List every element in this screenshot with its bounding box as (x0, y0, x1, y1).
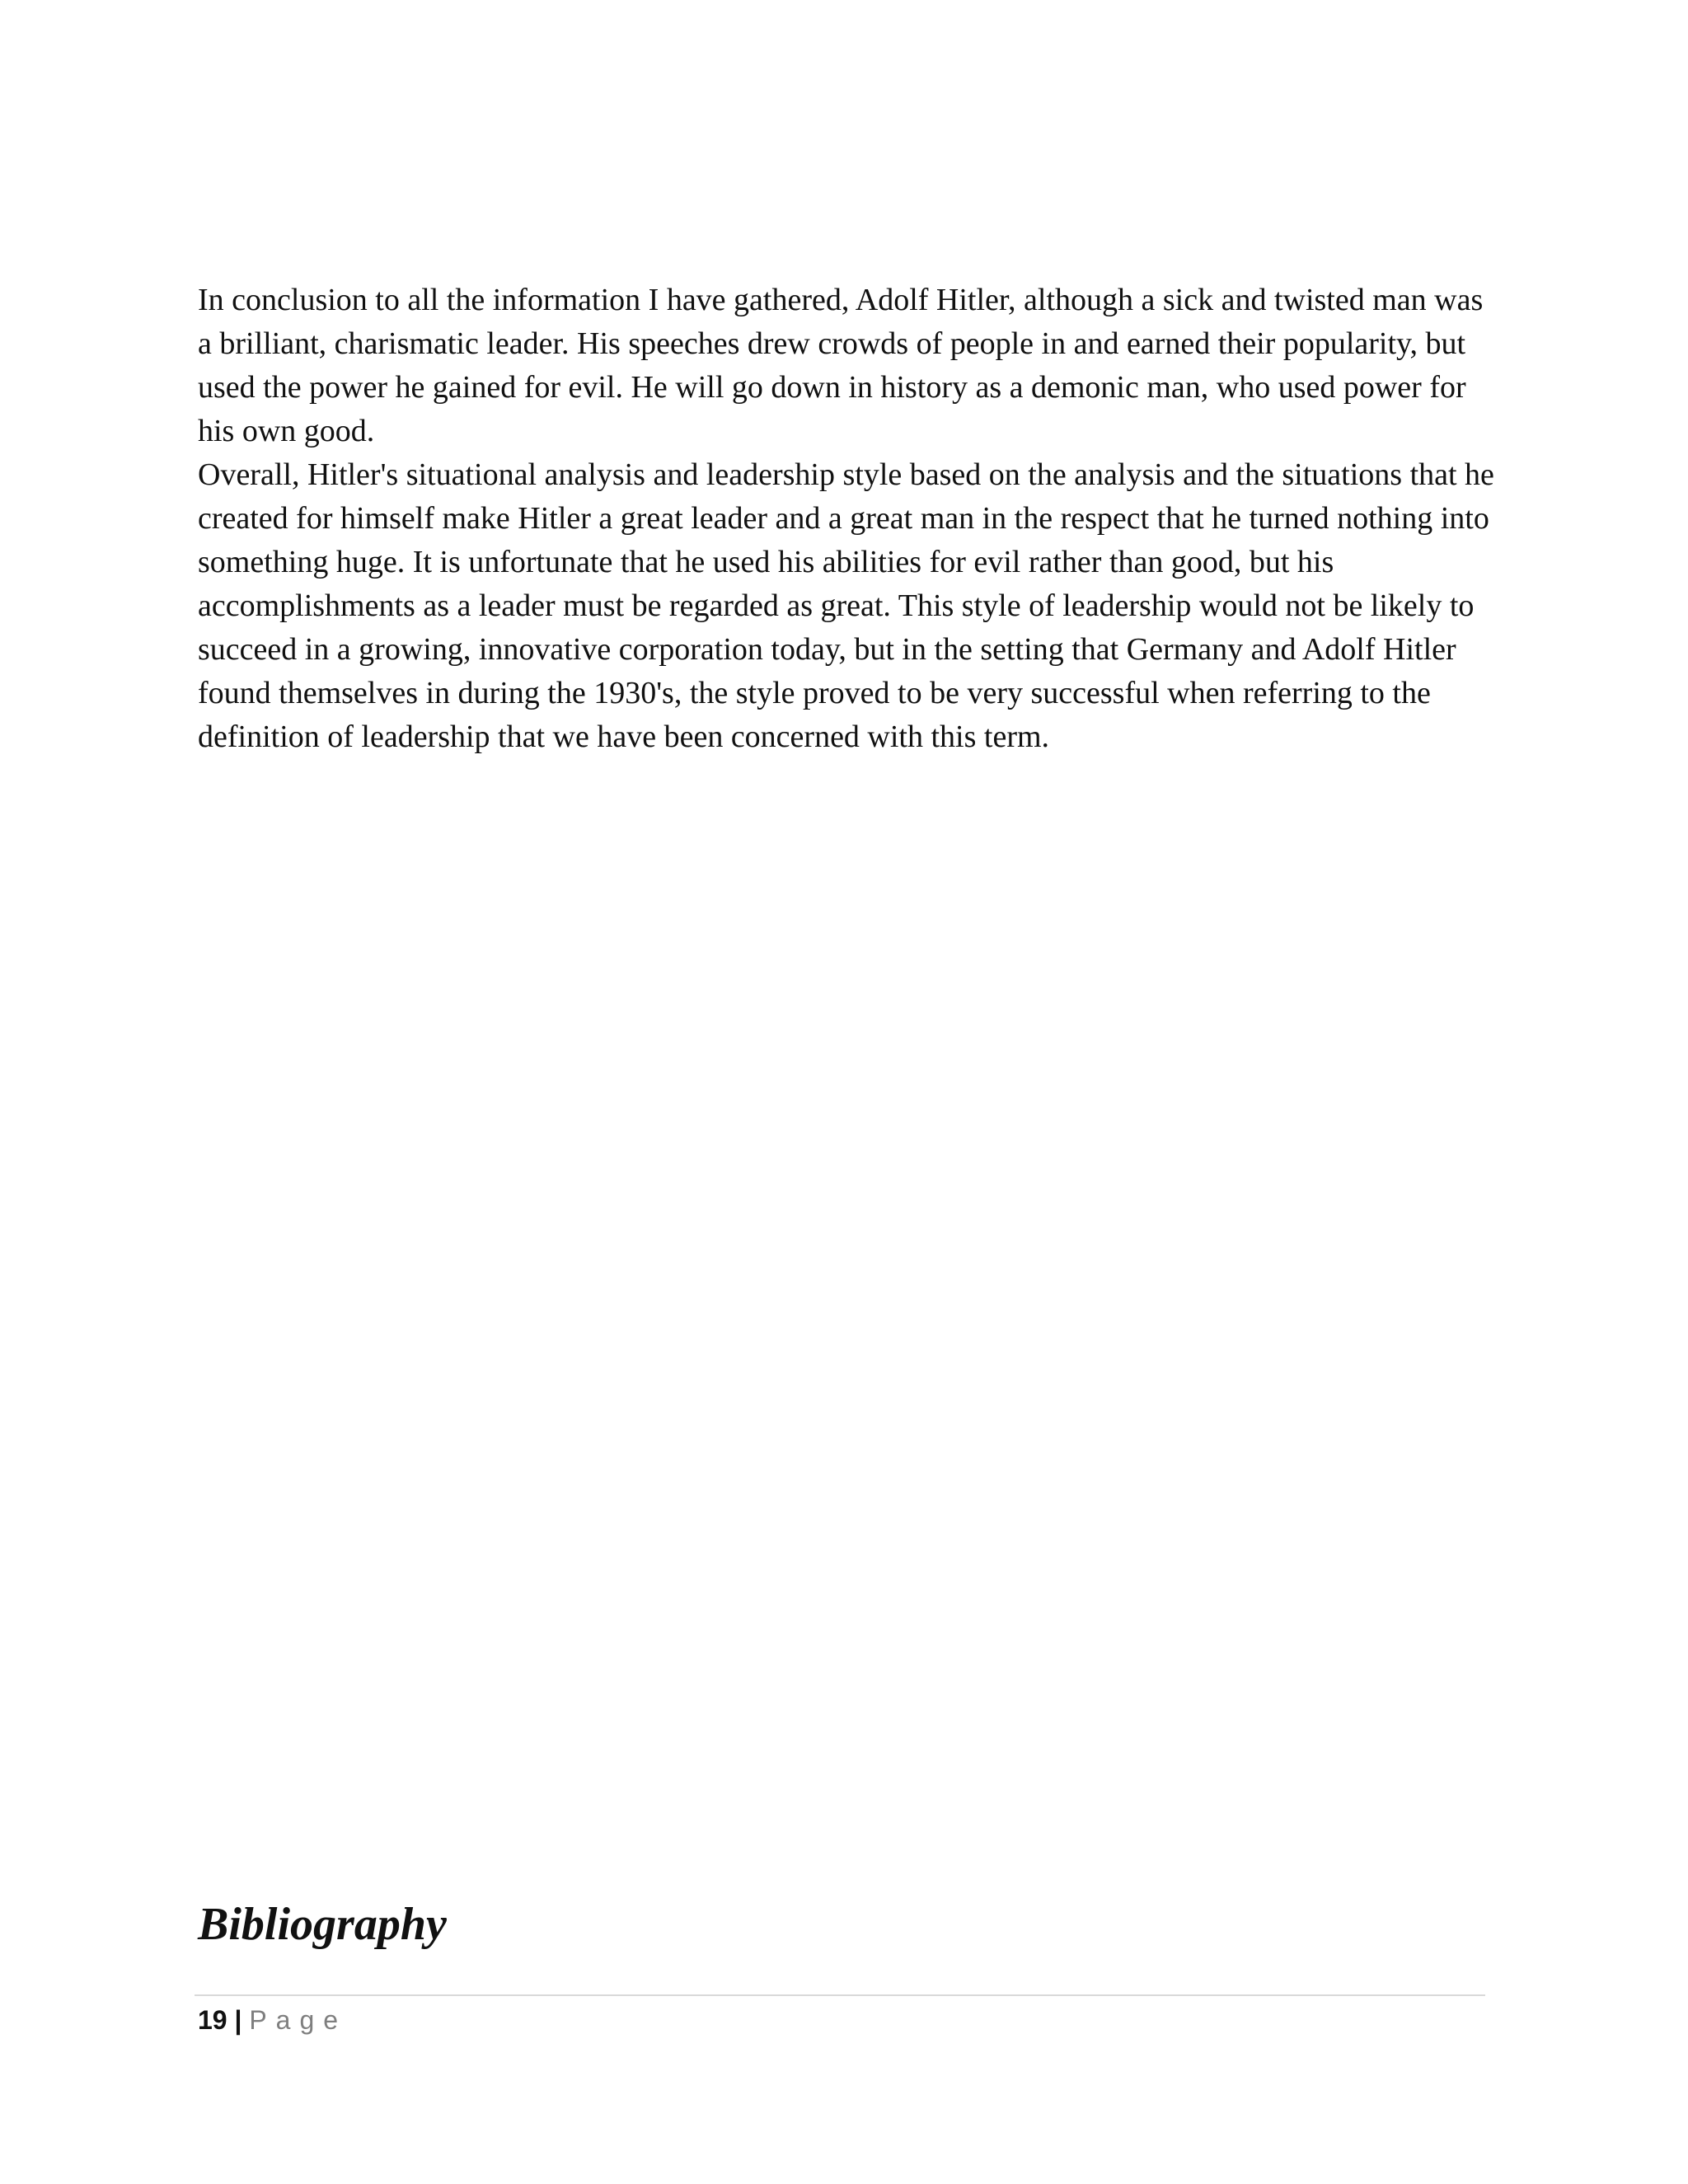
bibliography-heading: Bibliography (198, 1899, 447, 1950)
page-footer (198, 2001, 347, 2039)
conclusion-paragraph: In conclusion to all the information I have gathered, Adolf Hitler, although a sick and twisted man was a brilliant, charismatic leader. His speeches drew crowds of people in and earned their popularity, but used the power he gained for evil. He will go down in history as a demonic man, who used power for his own good. (198, 283, 1484, 448)
page-number: 19 (198, 2005, 227, 2035)
page-label: Page (249, 2005, 348, 2035)
overall-paragraph: Overall, Hitler's situational analysis and leadership style based on the analysis and the situations that he created for himself make Hitler a great leader and a great man in the respect that he turned nothing into something huge. It is unfortunate that he used his abilities for evil rather than good, but his accomplishments as a leader must be regarded as great. This style of leadership would not be likely to succeed in a growing, innovative corporation today, but in the setting that Germany and Adolf Hitler found themselves in during the 1930's, the style proved to be very successful when referring to the definition of leadership that we have been concerned with this term. (198, 457, 1494, 754)
body-text (198, 279, 1500, 759)
footer-separator: | (234, 2005, 242, 2035)
footer-divider (195, 1994, 1485, 1996)
